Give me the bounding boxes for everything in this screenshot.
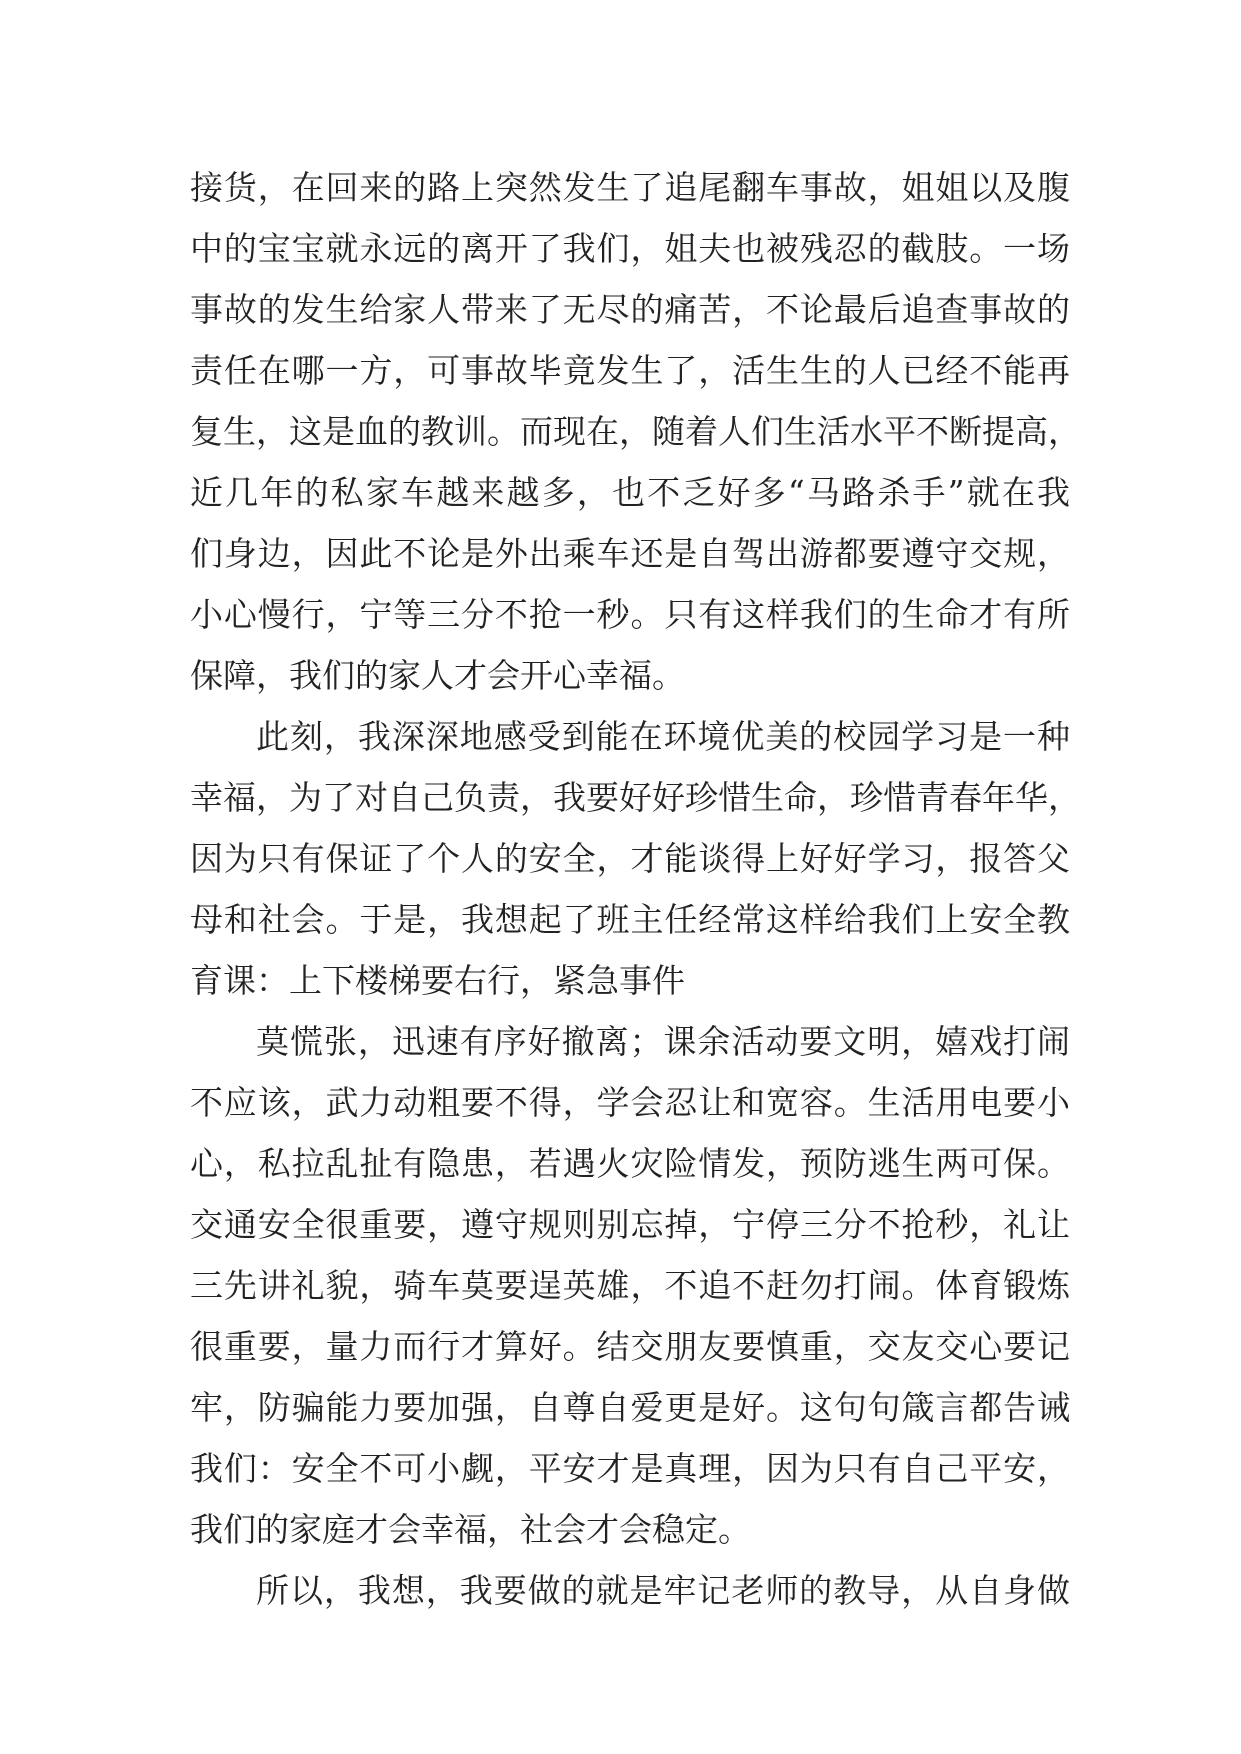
text-line: 此刻，我深深地感受到能在环境优美的校园学习是一种 bbox=[256, 717, 1070, 756]
text-line: 三先讲礼貌，骑车莫要逞英雄，不追不赶勿打闹。体育锻炼 bbox=[190, 1266, 1070, 1305]
text-line: 事故的发生给家人带来了无尽的痛苦，不论最后追查事故的 bbox=[190, 290, 1070, 329]
text-line: 复生，这是血的教训。而现在，随着人们生活水平不断提高， bbox=[190, 412, 1081, 451]
text-line: 交通安全很重要，遵守规则别忘掉，宁停三分不抢秒，礼让 bbox=[190, 1205, 1070, 1244]
text-line: 育课：上下楼梯要右行，紧急事件 bbox=[190, 961, 685, 1000]
text-line: 母和社会。于是，我想起了班主任经常这样给我们上安全教 bbox=[190, 900, 1070, 939]
text-line: 莫慌张，迅速有序好撤离；课余活动要文明，嬉戏打闹 bbox=[256, 1022, 1070, 1061]
text-line: 很重要，量力而行才算好。结交朋友要慎重，交友交心要记 bbox=[190, 1327, 1070, 1366]
text-line: 近几年的私家车越来越多，也不乏好多“马路杀手”就在我 bbox=[190, 473, 1070, 512]
text-line: 我们的家庭才会幸福，社会才会稳定。 bbox=[190, 1510, 751, 1549]
text-line: 中的宝宝就永远的离开了我们，姐夫也被残忍的截肢。一场 bbox=[190, 229, 1070, 268]
text-line: 们身边，因此不论是外出乘车还是自驾出游都要遵守交规， bbox=[190, 534, 1070, 573]
text-line: 责任在哪一方，可事故毕竟发生了，活生生的人已经不能再 bbox=[190, 351, 1070, 390]
text-line: 不应该，武力动粗要不得，学会忍让和宽容。生活用电要小 bbox=[190, 1083, 1070, 1122]
text-line: 小心慢行，宁等三分不抢一秒。只有这样我们的生命才有所 bbox=[190, 595, 1070, 634]
text-line: 所以，我想，我要做的就是牢记老师的教导，从自身做 bbox=[256, 1571, 1070, 1610]
text-line: 幸福，为了对自己负责，我要好好珍惜生命，珍惜青春年华， bbox=[190, 778, 1081, 817]
text-line: 接货，在回来的路上突然发生了追尾翻车事故，姐姐以及腹 bbox=[190, 168, 1070, 207]
document-body bbox=[190, 157, 1081, 1621]
text-line: 因为只有保证了个人的安全，才能谈得上好好学习，报答父 bbox=[190, 839, 1070, 878]
text-line: 心，私拉乱扯有隐患，若遇火灾险情发，预防逃生两可保。 bbox=[190, 1144, 1070, 1183]
text-line: 保障，我们的家人才会开心幸福。 bbox=[190, 656, 685, 695]
text-line: 牢，防骗能力要加强，自尊自爱更是好。这句句箴言都告诫 bbox=[190, 1388, 1070, 1427]
text-line: 我们：安全不可小觑，平安才是真理，因为只有自己平安， bbox=[190, 1449, 1070, 1488]
